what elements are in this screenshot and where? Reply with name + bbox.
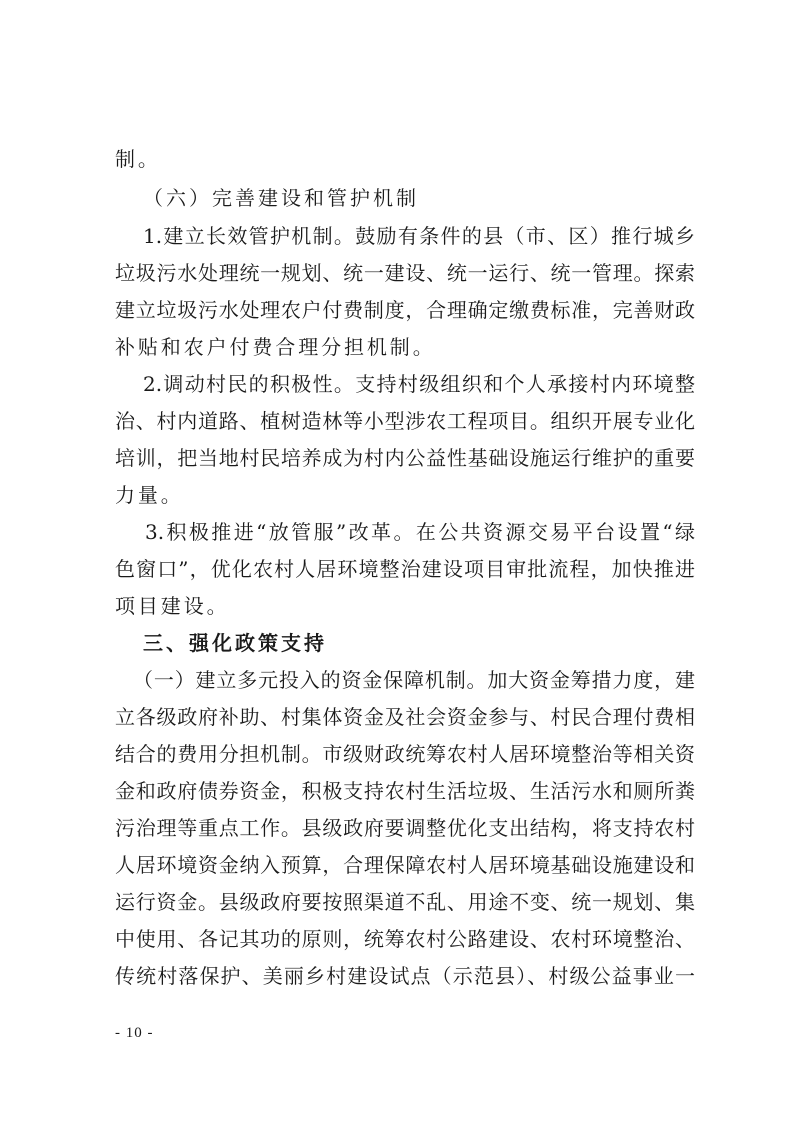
text-line: 培训，把当地村民培养成为村内公益性基础设施运行维护的重要: [115, 446, 695, 470]
text-line: 人居环境资金纳入预算，合理保障农村人居环境基础设施建设和: [115, 853, 695, 877]
text-line: 1.建立长效管护机制。鼓励有条件的县（市、区）推行城乡: [143, 224, 695, 248]
text-line: 补贴和农户付费合理分担机制。: [115, 335, 436, 359]
text-line: 色窗口”，优化农村人居环境整治建设项目审批流程，加快推进: [115, 557, 695, 581]
text-line: 金和政府债券资金，积极支持农村生活垃圾、生活污水和厕所粪: [115, 779, 695, 803]
text-line: 传统村落保护、美丽乡村建设试点（示范县）、村级公益事业一: [115, 964, 695, 988]
text-line: 建立垃圾污水处理农户付费制度，合理确定缴费标准，完善财政: [115, 298, 695, 322]
section-heading: 三、强化政策支持: [143, 631, 327, 655]
text-line: 2.调动村民的积极性。支持村级组织和个人承接村内环境整: [143, 372, 695, 396]
subsection-heading: （六）完善建设和管护机制: [143, 186, 419, 210]
text-line: 3.积极推进“放管服”改革。在公共资源交易平台设置“绿: [145, 520, 695, 544]
text-line: 项目建设。: [115, 594, 230, 618]
text-line: 运行资金。县级政府要按照渠道不乱、用途不变、统一规划、集: [115, 890, 695, 914]
text-line: 立各级政府补助、村集体资金及社会资金参与、村民合理付费相: [115, 705, 695, 729]
page-number: - 10 -: [115, 1025, 154, 1041]
text-line: 力量。: [115, 483, 184, 507]
text-line: （一）建立多元投入的资金保障机制。加大资金筹措力度，建: [133, 668, 695, 692]
text-line: 结合的费用分担机制。市级财政统筹农村人居环境整治等相关资: [115, 742, 695, 766]
text-line: 治、村内道路、植树造林等小型涉农工程项目。组织开展专业化: [115, 409, 695, 433]
text-line: 垃圾污水处理统一规划、统一建设、统一运行、统一管理。探索: [115, 261, 695, 285]
text-line: 中使用、各记其功的原则，统筹农村公路建设、农村环境整治、: [115, 927, 695, 951]
text-line: 制。: [115, 147, 161, 171]
text-line: 污治理等重点工作。县级政府要调整优化支出结构，将支持农村: [115, 816, 695, 840]
